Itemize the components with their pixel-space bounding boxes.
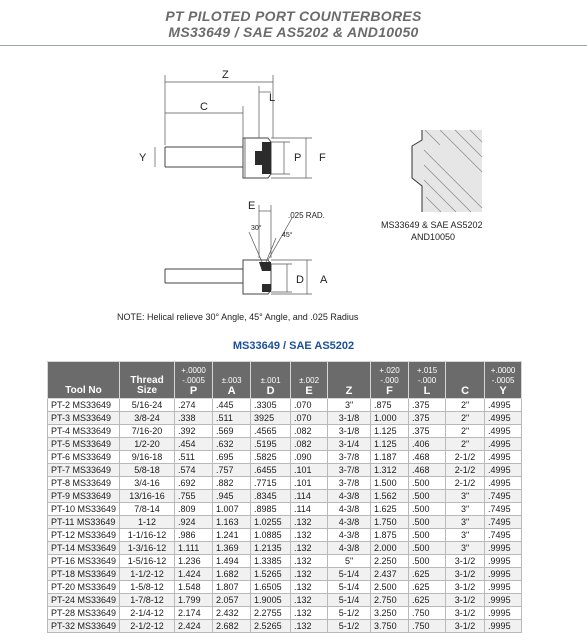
table-cell: 1.163: [213, 516, 251, 529]
table-cell: .4995: [485, 425, 522, 438]
table-cell: 1.625: [371, 503, 409, 516]
table-cell: .082: [291, 425, 328, 438]
table-cell: PT-12 MS33649: [48, 529, 120, 542]
table-cell: .8985: [251, 503, 291, 516]
table-cell: .468: [409, 451, 446, 464]
table-body: [48, 399, 522, 633]
table-cell: .132: [291, 529, 328, 542]
table-cell: 2.2755: [251, 607, 291, 620]
table-cell: 5-1/4: [328, 594, 371, 607]
table-row: [48, 516, 522, 529]
table-cell: .511: [213, 412, 251, 425]
table-row: [48, 464, 522, 477]
table-cell: .3305: [251, 399, 291, 412]
table-cell: .875: [371, 399, 409, 412]
table-cell: 3/8-24: [120, 412, 175, 425]
table-cell: .7495: [485, 529, 522, 542]
table-cell: 1.369: [213, 542, 251, 555]
table-cell: .5195: [251, 438, 291, 451]
table-cell: .500: [409, 477, 446, 490]
column-header: [371, 362, 409, 399]
table-row: [48, 477, 522, 490]
table-cell: .375: [409, 399, 446, 412]
table-cell: 1.6505: [251, 581, 291, 594]
table-cell: .132: [291, 542, 328, 555]
table-cell: 5/8-18: [120, 464, 175, 477]
table-cell: 13/16-16: [120, 490, 175, 503]
column-label: P: [189, 385, 198, 397]
table-cell: .7495: [485, 516, 522, 529]
table-cell: 1.875: [371, 529, 409, 542]
table-cell: .082: [291, 438, 328, 451]
table-cell: 1-3/16-12: [120, 542, 175, 555]
table-cell: .986: [175, 529, 213, 542]
table-cell: 3-1/2: [446, 581, 485, 594]
dim-f-label: F: [319, 152, 326, 164]
table-cell: .9995: [485, 555, 522, 568]
table-cell: .945: [213, 490, 251, 503]
table-cell: 4-3/8: [328, 503, 371, 516]
table-cell: .4995: [485, 451, 522, 464]
table-cell: .632: [213, 438, 251, 451]
table-cell: PT-20 MS33649: [48, 581, 120, 594]
table-cell: 1.000: [371, 412, 409, 425]
column-header: [251, 362, 291, 399]
table-cell: 2-1/2: [446, 451, 485, 464]
dim-z-label: Z: [222, 69, 229, 81]
column-header: [485, 362, 522, 399]
table-cell: 3-7/8: [328, 451, 371, 464]
table-cell: PT-24 MS33649: [48, 594, 120, 607]
column-header: [409, 362, 446, 399]
page-title: PT PILOTED PORT COUNTERBORES: [165, 8, 422, 24]
table-cell: PT-7 MS33649: [48, 464, 120, 477]
table-cell: .511: [175, 451, 213, 464]
table-cell: 2": [446, 438, 485, 451]
column-tolerance: +.0000 -.0005: [490, 366, 516, 385]
table-cell: PT-28 MS33649: [48, 607, 120, 620]
column-header: [328, 362, 371, 399]
table-cell: .695: [213, 451, 251, 464]
table-cell: .924: [175, 516, 213, 529]
dim-y-label: Y: [139, 152, 147, 164]
column-label: C: [461, 385, 470, 397]
table-cell: 3": [446, 516, 485, 529]
table-cell: 1.2135: [251, 542, 291, 555]
table-cell: .114: [291, 503, 328, 516]
table-cell: .406: [409, 438, 446, 451]
table-cell: 2.750: [371, 594, 409, 607]
table-cell: .757: [213, 464, 251, 477]
table-cell: .500: [409, 555, 446, 568]
table-cell: PT-4 MS33649: [48, 425, 120, 438]
dim-l-label: L: [269, 92, 276, 104]
table-row: [48, 594, 522, 607]
table-cell: 1.0255: [251, 516, 291, 529]
table-cell: .132: [291, 607, 328, 620]
table-cell: 3-7/8: [328, 464, 371, 477]
table-cell: .4995: [485, 399, 522, 412]
table-cell: 1.494: [213, 555, 251, 568]
column-header: [446, 362, 485, 399]
table-cell: .750: [409, 620, 446, 633]
column-label: Z: [345, 385, 353, 397]
table-cell: PT-10 MS33649: [48, 503, 120, 516]
table-cell: 2-1/2-12: [120, 620, 175, 633]
table-row: [48, 581, 522, 594]
table-cell: 3-1/8: [328, 425, 371, 438]
table-cell: 3-1/4: [328, 438, 371, 451]
table-cell: .132: [291, 594, 328, 607]
table-cell: 7/8-14: [120, 503, 175, 516]
table-cell: 1.500: [371, 477, 409, 490]
table-cell: PT-9 MS33649: [48, 490, 120, 503]
table-cell: 3": [446, 503, 485, 516]
table-cell: 1.548: [175, 581, 213, 594]
column-tolerance: +.020 -.000: [379, 366, 400, 385]
column-tolerance: ±.001: [260, 376, 281, 385]
column-header: [48, 362, 120, 399]
table-cell: 2.5265: [251, 620, 291, 633]
table-cell: .692: [175, 477, 213, 490]
table-row: [48, 620, 522, 633]
table-cell: .500: [409, 516, 446, 529]
table-cell: .500: [409, 529, 446, 542]
table-row: [48, 412, 522, 425]
table-row: [48, 503, 522, 516]
table-cell: 1.562: [371, 490, 409, 503]
column-label: Tool No: [65, 385, 102, 396]
table-cell: .9995: [485, 581, 522, 594]
table-cell: 4-3/8: [328, 490, 371, 503]
table-cell: 3925: [251, 412, 291, 425]
table-cell: .500: [409, 490, 446, 503]
table-cell: PT-32 MS33649: [48, 620, 120, 633]
table-cell: .392: [175, 425, 213, 438]
table-cell: .7495: [485, 490, 522, 503]
table-cell: .750: [409, 607, 446, 620]
column-label: D: [266, 385, 275, 397]
column-header: [175, 362, 213, 399]
table-cell: .132: [291, 555, 328, 568]
page-subtitle: MS33649 / SAE AS5202 & AND10050: [168, 24, 419, 40]
table-cell: 1/2-20: [120, 438, 175, 451]
column-tolerance: +.015 -.000: [416, 366, 438, 385]
table-cell: .9995: [485, 542, 522, 555]
table-cell: .132: [291, 516, 328, 529]
table-cell: 2": [446, 412, 485, 425]
table-row: [48, 607, 522, 620]
table-cell: 3-1/2: [446, 620, 485, 633]
table-cell: 3": [446, 529, 485, 542]
table-cell: 2.057: [213, 594, 251, 607]
dim-a-label: A: [320, 274, 328, 286]
table-cell: 3-7/8: [328, 477, 371, 490]
table-cell: 1.125: [371, 425, 409, 438]
table-cell: .454: [175, 438, 213, 451]
table-cell: 1.5265: [251, 568, 291, 581]
table-row: [48, 399, 522, 412]
column-header: [291, 362, 328, 399]
table-cell: 5/16-24: [120, 399, 175, 412]
table-cell: 1-12: [120, 516, 175, 529]
column-tolerance: +.0000 -.0005: [181, 366, 206, 385]
table-cell: .5825: [251, 451, 291, 464]
table-cell: 1.312: [371, 464, 409, 477]
column-tolerance: ±.003: [221, 376, 242, 385]
column-label: Y: [499, 385, 507, 397]
table-cell: .7495: [485, 503, 522, 516]
table-cell: 2.437: [371, 568, 409, 581]
table-cell: 3-1/2: [446, 607, 485, 620]
table-row: [48, 438, 522, 451]
table-row: [48, 555, 522, 568]
table-header-row: [48, 362, 522, 399]
table-cell: .132: [291, 620, 328, 633]
table-cell: 2.174: [175, 607, 213, 620]
column-label: L: [423, 385, 431, 397]
table-cell: .9995: [485, 594, 522, 607]
table-cell: 1.0885: [251, 529, 291, 542]
table-cell: 1.750: [371, 516, 409, 529]
table-cell: 1-5/16-12: [120, 555, 175, 568]
table-row: [48, 425, 522, 438]
radius-label: .025 RAD.: [288, 211, 325, 220]
table-cell: .882: [213, 477, 251, 490]
table-cell: .569: [213, 425, 251, 438]
table-cell: .9995: [485, 568, 522, 581]
table-cell: 3.250: [371, 607, 409, 620]
table-cell: 3-1/8: [328, 412, 371, 425]
table-cell: 1-5/8-12: [120, 581, 175, 594]
table-cell: .132: [291, 568, 328, 581]
table-cell: 3/4-16: [120, 477, 175, 490]
table-cell: 1.799: [175, 594, 213, 607]
table-cell: .625: [409, 568, 446, 581]
table-cell: .445: [213, 399, 251, 412]
table-cell: 1.682: [213, 568, 251, 581]
table-cell: 3": [446, 542, 485, 555]
table-cell: 9/16-18: [120, 451, 175, 464]
table-cell: 5-1/4: [328, 581, 371, 594]
column-label: A: [227, 385, 236, 397]
table-cell: 7/16-20: [120, 425, 175, 438]
table-cell: .090: [291, 451, 328, 464]
angle-45-label: 45°: [282, 232, 293, 239]
table-cell: 1.807: [213, 581, 251, 594]
table-cell: 4-3/8: [328, 516, 371, 529]
table-cell: 2.500: [371, 581, 409, 594]
table-cell: 5-1/2: [328, 607, 371, 620]
table-cell: .4995: [485, 412, 522, 425]
dim-d-label: D: [296, 274, 304, 286]
table-cell: PT-16 MS33649: [48, 555, 120, 568]
dim-e-label: E: [248, 200, 256, 212]
table-row: [48, 568, 522, 581]
table-cell: 1.125: [371, 438, 409, 451]
table-cell: 2.000: [371, 542, 409, 555]
table-cell: .338: [175, 412, 213, 425]
column-label: Thread Size: [130, 375, 164, 396]
table-cell: 1.9005: [251, 594, 291, 607]
column-header: [213, 362, 251, 399]
port-caption-line1: MS33649 & SAE AS5202: [381, 220, 483, 230]
table-cell: .114: [291, 490, 328, 503]
spec-table: [47, 361, 522, 633]
table-cell: .4995: [485, 438, 522, 451]
table-cell: .500: [409, 503, 446, 516]
table-row: [48, 542, 522, 555]
table-cell: .625: [409, 594, 446, 607]
table-cell: PT-5 MS33649: [48, 438, 120, 451]
column-label: E: [305, 385, 313, 397]
table-cell: 3-1/2: [446, 594, 485, 607]
table-cell: 5-1/2: [328, 620, 371, 633]
table-cell: PT-14 MS33649: [48, 542, 120, 555]
table-row: [48, 529, 522, 542]
table-cell: .070: [291, 399, 328, 412]
table-cell: 1-1/2-12: [120, 568, 175, 581]
table-cell: .4995: [485, 464, 522, 477]
table-cell: 2": [446, 425, 485, 438]
table-cell: 1.111: [175, 542, 213, 555]
table-cell: 3": [446, 490, 485, 503]
table-cell: .468: [409, 464, 446, 477]
table-cell: .574: [175, 464, 213, 477]
table-cell: 2-1/4-12: [120, 607, 175, 620]
helical-note: NOTE: Helical relieve 30° Angle, 45° Angle, and .025 Radius: [117, 312, 359, 322]
table-cell: 2": [446, 399, 485, 412]
table-cell: PT-3 MS33649: [48, 412, 120, 425]
table-cell: 1.424: [175, 568, 213, 581]
table-cell: .9995: [485, 607, 522, 620]
table-cell: 1.241: [213, 529, 251, 542]
table-cell: .4995: [485, 477, 522, 490]
table-cell: 1.007: [213, 503, 251, 516]
table-row: [48, 451, 522, 464]
dim-p-label: P: [294, 152, 302, 164]
counterbore-diagram: [0, 48, 587, 310]
table-cell: 2.424: [175, 620, 213, 633]
table-cell: .101: [291, 477, 328, 490]
table-cell: 3-1/2: [446, 568, 485, 581]
table-cell: 4-3/8: [328, 542, 371, 555]
angle-30-label: 30°: [251, 225, 262, 232]
table-cell: 2.250: [371, 555, 409, 568]
table-cell: 2-1/2: [446, 477, 485, 490]
table-cell: 1.187: [371, 451, 409, 464]
table-cell: PT-8 MS33649: [48, 477, 120, 490]
table-cell: .7715: [251, 477, 291, 490]
table-cell: 4-3/8: [328, 529, 371, 542]
column-header: [120, 362, 175, 399]
table-cell: 2.682: [213, 620, 251, 633]
table-cell: 3.750: [371, 620, 409, 633]
table-cell: 1.236: [175, 555, 213, 568]
dim-c-label: C: [200, 101, 208, 113]
table-cell: .070: [291, 412, 328, 425]
table-cell: .9995: [485, 620, 522, 633]
table-cell: .625: [409, 581, 446, 594]
table-cell: PT-2 MS33649: [48, 399, 120, 412]
table-cell: 1-1/16-12: [120, 529, 175, 542]
table-cell: 5-1/4: [328, 568, 371, 581]
table-cell: PT-18 MS33649: [48, 568, 120, 581]
table-cell: .6455: [251, 464, 291, 477]
port-caption-line2: AND10050: [411, 232, 456, 242]
table-cell: .8345: [251, 490, 291, 503]
table-row: [48, 490, 522, 503]
table-cell: .500: [409, 542, 446, 555]
table-cell: 1-7/8-12: [120, 594, 175, 607]
table-cell: 3": [328, 399, 371, 412]
column-tolerance: ±.002: [299, 376, 320, 385]
column-label: F: [386, 385, 393, 397]
table-cell: .274: [175, 399, 213, 412]
table-cell: 5": [328, 555, 371, 568]
table-cell: PT-11 MS33649: [48, 516, 120, 529]
table-cell: .132: [291, 581, 328, 594]
table-title: MS33649 / SAE AS5202: [232, 340, 355, 352]
table-cell: .755: [175, 490, 213, 503]
table-cell: .375: [409, 425, 446, 438]
title-divider: [0, 45, 587, 46]
table-cell: 2.432: [213, 607, 251, 620]
table-cell: 1.3385: [251, 555, 291, 568]
table-cell: .101: [291, 464, 328, 477]
table-cell: .4565: [251, 425, 291, 438]
table-cell: .809: [175, 503, 213, 516]
table-cell: 2-1/2: [446, 464, 485, 477]
table-cell: .375: [409, 412, 446, 425]
table-cell: PT-6 MS33649: [48, 451, 120, 464]
table-cell: 3-1/2: [446, 555, 485, 568]
